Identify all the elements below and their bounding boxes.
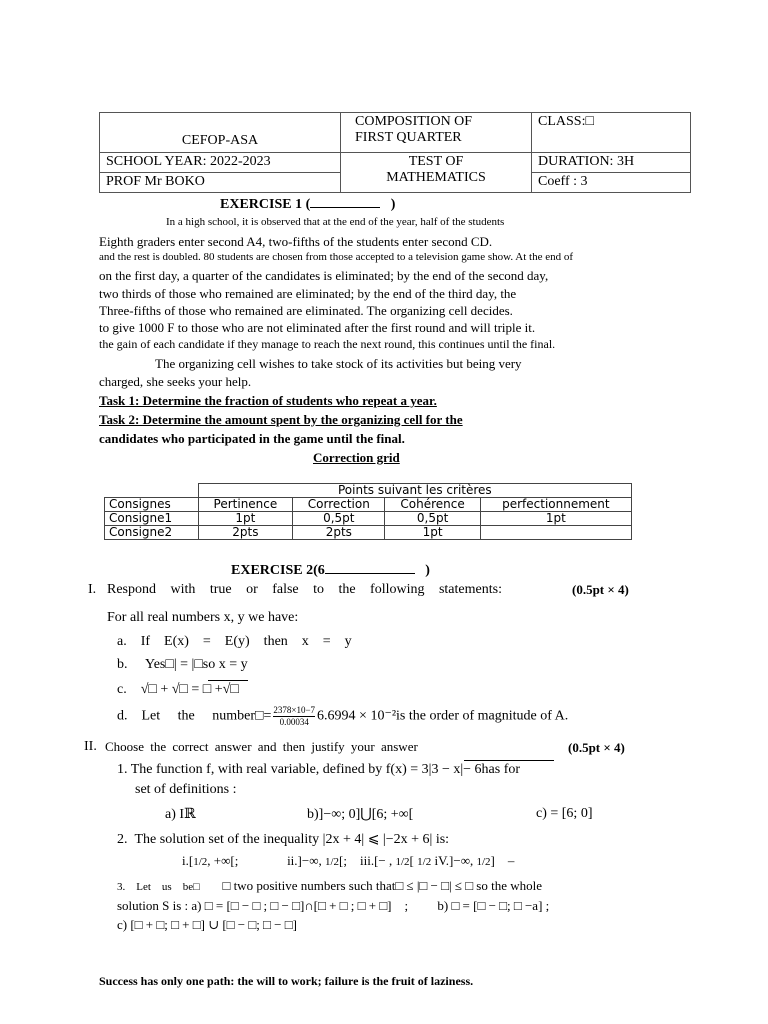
ex1-line-3: and the rest is doubled. 80 students are chosen from those accepted to a television game show. At the end of bbox=[99, 251, 573, 263]
grid-cell bbox=[480, 526, 631, 540]
statement-b: b. Yes□| = |□so x = y bbox=[117, 657, 248, 672]
word: false bbox=[272, 582, 299, 597]
statement-d: d. Let the number□= $\frac{2378\times 10-7}{0.00034}$ 6.6994 × 10⁻²is the order of magnitude of A. bbox=[117, 705, 569, 727]
word: to bbox=[313, 582, 324, 597]
word: or bbox=[246, 582, 258, 597]
task2-line2: candidates who participated in the game until the final. bbox=[99, 431, 405, 446]
ex1-para2-line1: The organizing cell wishes to take stock of its activities but being very bbox=[155, 356, 522, 371]
grid-col-consignes: Consignes bbox=[105, 498, 199, 512]
ex1-line-8: the gain of each candidate if they manage to reach the next round, this continues until the final. bbox=[99, 337, 556, 351]
grid-cell: 1pt bbox=[480, 512, 631, 526]
grid-corner bbox=[105, 484, 199, 498]
grid-cell: 1pt bbox=[385, 526, 480, 540]
q3-line1: 3. Let us be□ □ two positive numbers such that□ ≤ |□ − □| ≤ □ so the whole bbox=[117, 878, 543, 893]
word: Respond bbox=[107, 582, 156, 597]
grid-cell: 2pts bbox=[293, 526, 385, 540]
exercise1-title: EXERCISE 1 ( ) bbox=[220, 197, 396, 212]
word: following bbox=[370, 582, 425, 597]
grid-cell: 0,5pt bbox=[293, 512, 385, 526]
word: the bbox=[338, 582, 356, 597]
coeff: Coeff : 3 bbox=[532, 173, 691, 193]
prof-name: PROF Mr BOKO bbox=[100, 173, 341, 193]
part1-intro: For all real numbers x, y we have: bbox=[107, 610, 299, 625]
grid-cell: 0,5pt bbox=[385, 512, 480, 526]
school-year: SCHOOL YEAR: 2022-2023 bbox=[100, 153, 341, 173]
ex1-line-7: to give 1000 F to those who are not eliminated after the first round and will triple it. bbox=[99, 320, 536, 335]
q1-line1: 1. The function f, with real variable, defined by f(x) = 3|3 − x|− 6has for bbox=[117, 762, 521, 777]
composition-line1: COMPOSITION OF bbox=[355, 114, 473, 129]
part1-instruction bbox=[107, 582, 502, 598]
footer-motto: Success has only one path: the will to work; failure is the fruit of laziness. bbox=[99, 974, 474, 988]
task2-line1: Task 2: Determine the amount spent by the organizing cell for the bbox=[99, 412, 463, 427]
ex1-line-6: Three-fifths of those who remained are eliminated. The organizing cell decides. bbox=[99, 303, 513, 318]
q3-line3: c) [□ + □; □ + □] ∪ [□ − □; □ − □] bbox=[117, 917, 297, 932]
q3-line2: solution S is : a) □ = [□ − □ ; □ − □]∩[□ + □ ; □ + □] ; b) □ = [□ − □; □ −a] ; bbox=[117, 898, 550, 913]
q1-line2: set of definitions : bbox=[135, 782, 237, 797]
q2-options: i.[1/2, +∞[; ii.]−∞, 1/2[; iii.[− , 1/2[ 1/2 iV.]−∞, 1/2] – bbox=[182, 853, 515, 868]
statement-c: c. √□ + √□ = □ +√□ bbox=[117, 682, 248, 698]
grid-cell: 1pt bbox=[198, 512, 292, 526]
grid-col-correction: Correction bbox=[293, 498, 385, 512]
grid-title: Correction grid bbox=[313, 450, 400, 465]
answer-line bbox=[464, 760, 554, 761]
table-row bbox=[105, 526, 632, 540]
ex1-para2-line2: charged, she seeks your help. bbox=[99, 374, 252, 389]
ex1-line-5: two thirds of those who remained are eliminated; by the end of the third day, the bbox=[99, 286, 517, 301]
correction-grid bbox=[104, 483, 632, 540]
part1-numeral: I. bbox=[88, 582, 97, 597]
duration: DURATION: 3H bbox=[532, 153, 691, 173]
grid-col-coherence: Cohérence bbox=[385, 498, 480, 512]
task1: Task 1: Determine the fraction of students who repeat a year. bbox=[99, 393, 437, 408]
word: statements: bbox=[438, 582, 502, 597]
q1-option-a: a) Iℝ bbox=[165, 807, 196, 822]
q2: 2. The solution set of the inequality |2x + 4| ⩽ |−2x + 6| is: bbox=[117, 832, 450, 847]
ex1-line-2: Eighth graders enter second A4, two-fifths of the students enter second CD. bbox=[99, 234, 493, 249]
grid-cell: Consigne2 bbox=[105, 526, 199, 540]
q1-option-b: b)]−∞; 0]⋃[6; +∞[ bbox=[307, 807, 414, 822]
composition-line2: FIRST QUARTER bbox=[355, 130, 462, 145]
exercise2-title: EXERCISE 2(6 ) bbox=[231, 563, 430, 578]
composition-cell bbox=[341, 113, 532, 153]
grid-cell: 2pts bbox=[198, 526, 292, 540]
test-line2: MATHEMATICS bbox=[386, 170, 486, 185]
grid-top-header: Points suivant les critères bbox=[198, 484, 631, 498]
part2-numeral: II. bbox=[84, 739, 97, 754]
part1-points: (0.5pt × 4) bbox=[572, 582, 629, 597]
header-table bbox=[99, 112, 691, 193]
class-cell: CLASS:□ bbox=[532, 113, 691, 153]
grid-col-pertinence: Pertinence bbox=[198, 498, 292, 512]
school-name: CEFOP-ASA bbox=[100, 113, 341, 153]
part2-instruction: Choose the correct answer and then justify your answer bbox=[105, 739, 418, 754]
grid-cell: Consigne1 bbox=[105, 512, 199, 526]
grid-col-perfectionnement: perfectionnement bbox=[480, 498, 631, 512]
test-cell bbox=[341, 153, 532, 193]
part2-points: (0.5pt × 4) bbox=[568, 740, 625, 755]
table-row bbox=[105, 512, 632, 526]
q1-option-c: c) = [6; 0] bbox=[536, 806, 593, 821]
test-line1: TEST OF bbox=[408, 154, 464, 169]
word: with bbox=[170, 582, 196, 597]
word: true bbox=[209, 582, 232, 597]
fraction-a: $\frac{2378\times 10-7}{0.00034}$ bbox=[273, 705, 316, 727]
statement-a: a. If E(x) = E(y) then x = y bbox=[117, 634, 352, 649]
ex1-line-1: In a high school, it is observed that at the end of the year, half of the students bbox=[166, 216, 505, 228]
ex1-line-4: on the first day, a quarter of the candidates is eliminated; by the end of the second day, bbox=[99, 268, 549, 283]
